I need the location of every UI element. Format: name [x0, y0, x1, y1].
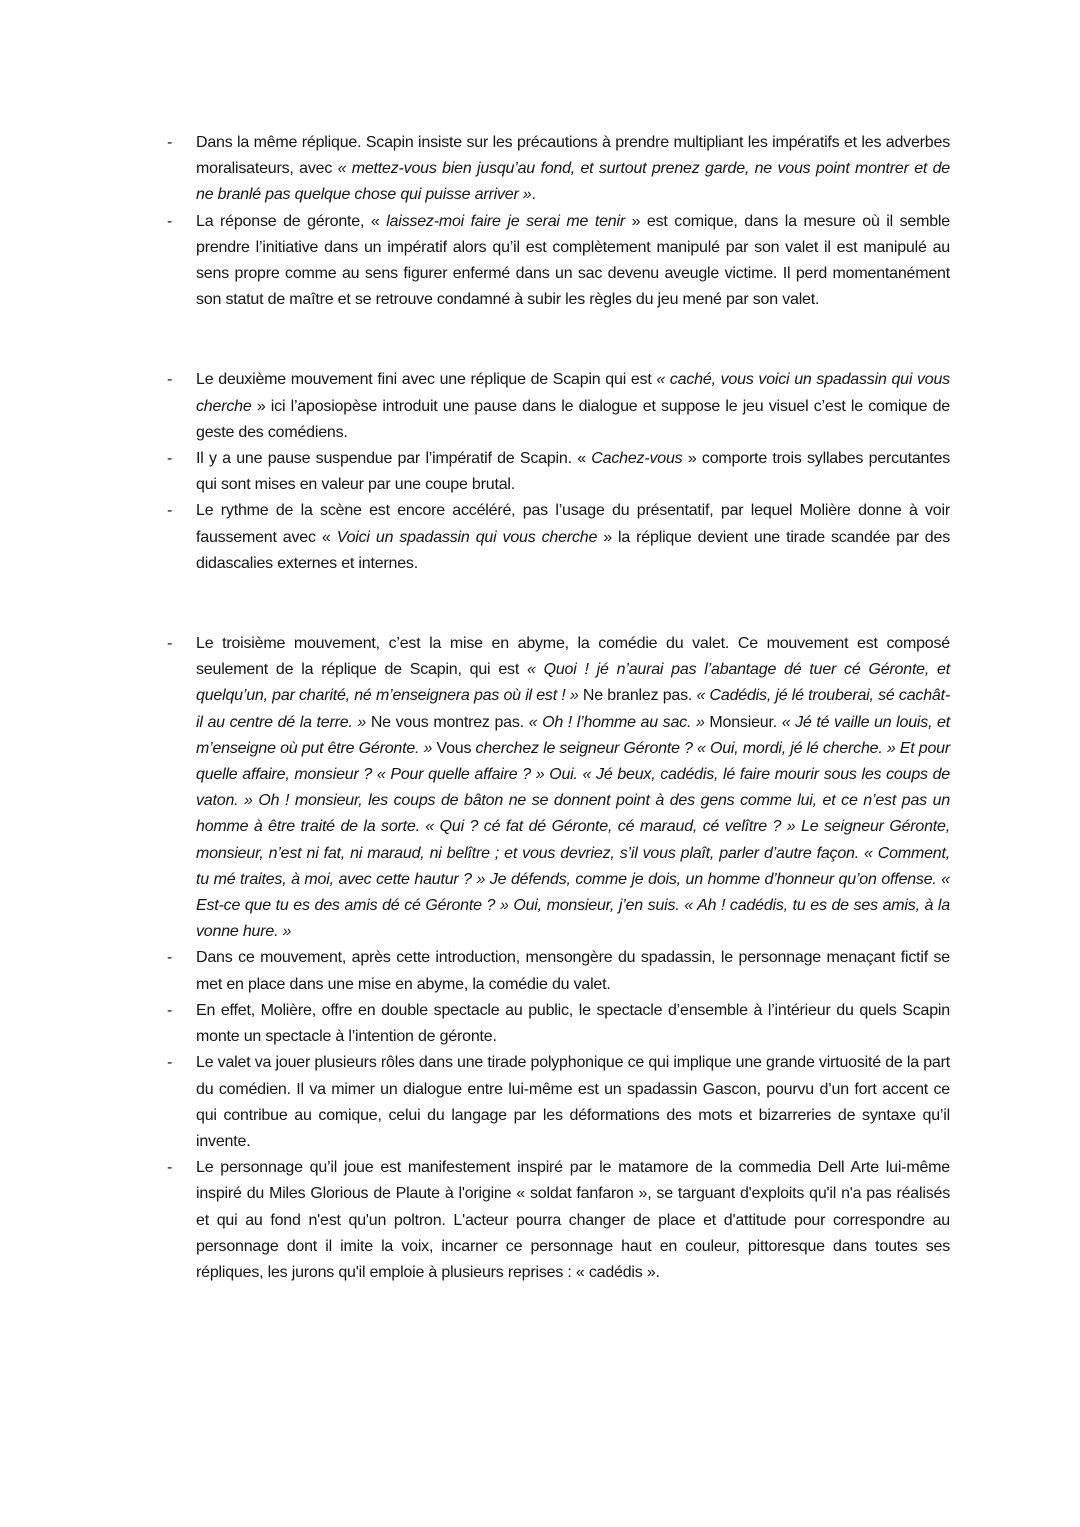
text-run: Monsieur. — [704, 713, 782, 731]
bullet-item — [167, 446, 950, 498]
quote-run: « mettez-vous bien jusqu’au fond, et surtout prenez garde, ne vous point montrer et de ne branlé pas quelque chose qui puisse arriver » — [196, 160, 950, 204]
text-run: . — [531, 186, 536, 204]
quote-run: « caché, vous voici un spadassin qui vous cherche — [196, 371, 950, 415]
bullet-text — [196, 945, 950, 997]
document-body — [167, 130, 951, 1286]
text-run: » la réplique devient une tirade scandée par des didascalies externes et internes. — [196, 528, 950, 572]
bullet-text — [196, 367, 950, 446]
bullet-dash: - — [167, 1159, 173, 1177]
quote-run: Voici un spadassin qui vous cherche — [336, 528, 598, 546]
text-run: La réponse de géronte, « — [196, 212, 387, 230]
bullet-text — [196, 446, 950, 498]
text-run: » comporte trois syllabes percutantes qui sont mises en valeur par une coupe brutal. — [196, 450, 950, 494]
bullet-dash: - — [167, 502, 173, 520]
text-run: Le troisième mouvement, c’est la mise en abyme, la comédie du valet. Ce mouvement est composé seulement de la réplique de Scapin, qui est — [196, 635, 950, 679]
bullet-text — [196, 1155, 950, 1286]
quote-run: laissez-moi faire je serai me tenir — [386, 212, 625, 230]
quote-run: Cachez-vous — [591, 450, 683, 468]
bullet-text — [196, 209, 950, 314]
quote-run: cherchez le seigneur Géronte ? « Oui, mordi, jé lé cherche. » Et pour quelle affaire, monsieur ? « Pour quelle affaire ? » Oui. « Jé beux, cadédis, lé faire mourir sous les coups de vaton. » Oh ! monsieur, les coups de bâton ne se donnent point à des gens comme lui, et ce n’est pas un homme à être traité de la sorte. « Qui ? cé fat dé Géronte, cé maraud, cé velître ? » Le seigneur Géronte, monsieur, n’est ni fat, ni maraud, ni belître ; et vous devriez, s’il vous plaît, parler d’autre façon. « Comment, tu mé traites, à moi, avec cette hautur ? » Je défends, comme je dois, un homme d’honneur qu’on offense. « Est-ce que tu es des amis dé cé Géronte ? » Oui, monsieur, j’en suis. « Ah ! cadédis, tu es de ses amis, à la vonne hure. » — [196, 739, 950, 941]
bullet-text — [196, 998, 950, 1050]
bullet-item — [167, 209, 950, 314]
text-run: » ici l’aposiopèse introduit une pause dans le dialogue et suppose le jeu visuel c’est le comique de geste des comédiens. — [196, 397, 950, 441]
bullet-dash: - — [167, 212, 173, 230]
text-run: Ne branlez pas. — [578, 687, 697, 705]
text-run: » est comique, dans la mesure où il semble prendre l’initiative dans un impératif alors qu’il est complètement manipulé par son valet il est manipulé au sens propre comme au sens figurer enfermé dans un sac devenu aveugle victime. Il perd momentanément son statut de maître et se retrouve condamné à subir les règles du jeu mené par son valet. — [196, 212, 950, 309]
text-run: En effet, Molière, offre en double spectacle au public, le spectacle d’ensemble à l’intérieur du quels Scapin monte un spectacle à l’intention de géronte. — [196, 1001, 950, 1046]
bullet-item — [167, 1050, 950, 1155]
quote-run: « Quoi ! jé n’aurai pas l’abantage dé tuer cé Géronte, et quelqu’un, par charité, né m’enseignera pas où il est ! » — [196, 661, 950, 705]
bullet-dash: - — [167, 1001, 173, 1019]
bullet-item — [167, 945, 950, 997]
bullet-item — [167, 367, 950, 446]
section-1 — [167, 130, 950, 313]
text-run: Dans ce mouvement, après cette introduction, mensongère du spadassin, le personnage menaçant fictif se met en place dans une mise en abyme, la comédie du valet. — [196, 949, 950, 993]
quote-run: « Cadédis, jé lé trouberai, sé cachât-il au centre dé la terre. » — [196, 687, 950, 731]
bullet-text — [196, 498, 950, 577]
quote-run: « Oh ! l’homme au sac. » — [528, 713, 705, 731]
bullet-item — [167, 1155, 950, 1286]
quote-run: « Jé té vaille un louis, et m’enseigne où put être Géronte. » — [196, 713, 951, 757]
text-run: Vous — [432, 739, 476, 757]
bullet-dash: - — [167, 1054, 173, 1072]
bullet-text — [196, 631, 950, 945]
bullet-item — [167, 631, 951, 945]
bullet-dash: - — [167, 450, 173, 468]
section-2 — [167, 367, 950, 577]
bullet-dash: - — [167, 134, 173, 151]
bullet-dash: - — [167, 635, 173, 653]
text-run: Il y a une pause suspendue par l’impératif de Scapin. « — [196, 450, 592, 468]
text-run: Le rythme de la scène est encore accéléré, pas l’usage du présentatif, par lequel Molière donne à voir faussement avec « — [196, 502, 950, 546]
text-run: Le deuxième mouvement fini avec une réplique de Scapin qui est — [196, 371, 657, 389]
text-run: Dans la même réplique. Scapin insiste sur les précautions à prendre multipliant les impératifs et les adverbes moralisateurs, avec — [196, 134, 950, 178]
text-run: Le personnage qu’il joue est manifestement inspiré par le matamore de la commedia Dell Arte lui-même inspiré du Miles Glorious de Plaute à l'origine « soldat fanfaron », se targuant d'exploits qu'il n'a pas réalisés et qui au fond n'est qu'un poltron. L'acteur pourra changer de place et d'attitude pour correspondre au personnage dont il imite la voix, incarner ce personnage haut en couleur, pittoresque dans toutes ses répliques, les jurons qu'il emploie à plusieurs reprises : « cadédis ». — [196, 1159, 950, 1281]
bullet-text — [196, 130, 950, 209]
bullet-dash: - — [167, 371, 173, 389]
bullet-dash: - — [167, 949, 173, 967]
bullet-item — [167, 130, 950, 209]
text-run: Le valet va jouer plusieurs rôles dans une tirade polyphonique ce qui implique une grande virtuosité de la part du comédien. Il va mimer un dialogue entre lui-même est un spadassin Gascon, pourvu d’un fort accent ce qui contribue au comique, celui du langage par les déformations des mots et bizarreries de syntaxe qu’il invente. — [196, 1054, 950, 1150]
section-3 — [167, 631, 951, 1286]
bullet-item — [167, 498, 950, 577]
bullet-text — [196, 1050, 950, 1155]
text-run: Ne vous montrez pas. — [366, 713, 529, 731]
bullet-item — [167, 998, 950, 1050]
